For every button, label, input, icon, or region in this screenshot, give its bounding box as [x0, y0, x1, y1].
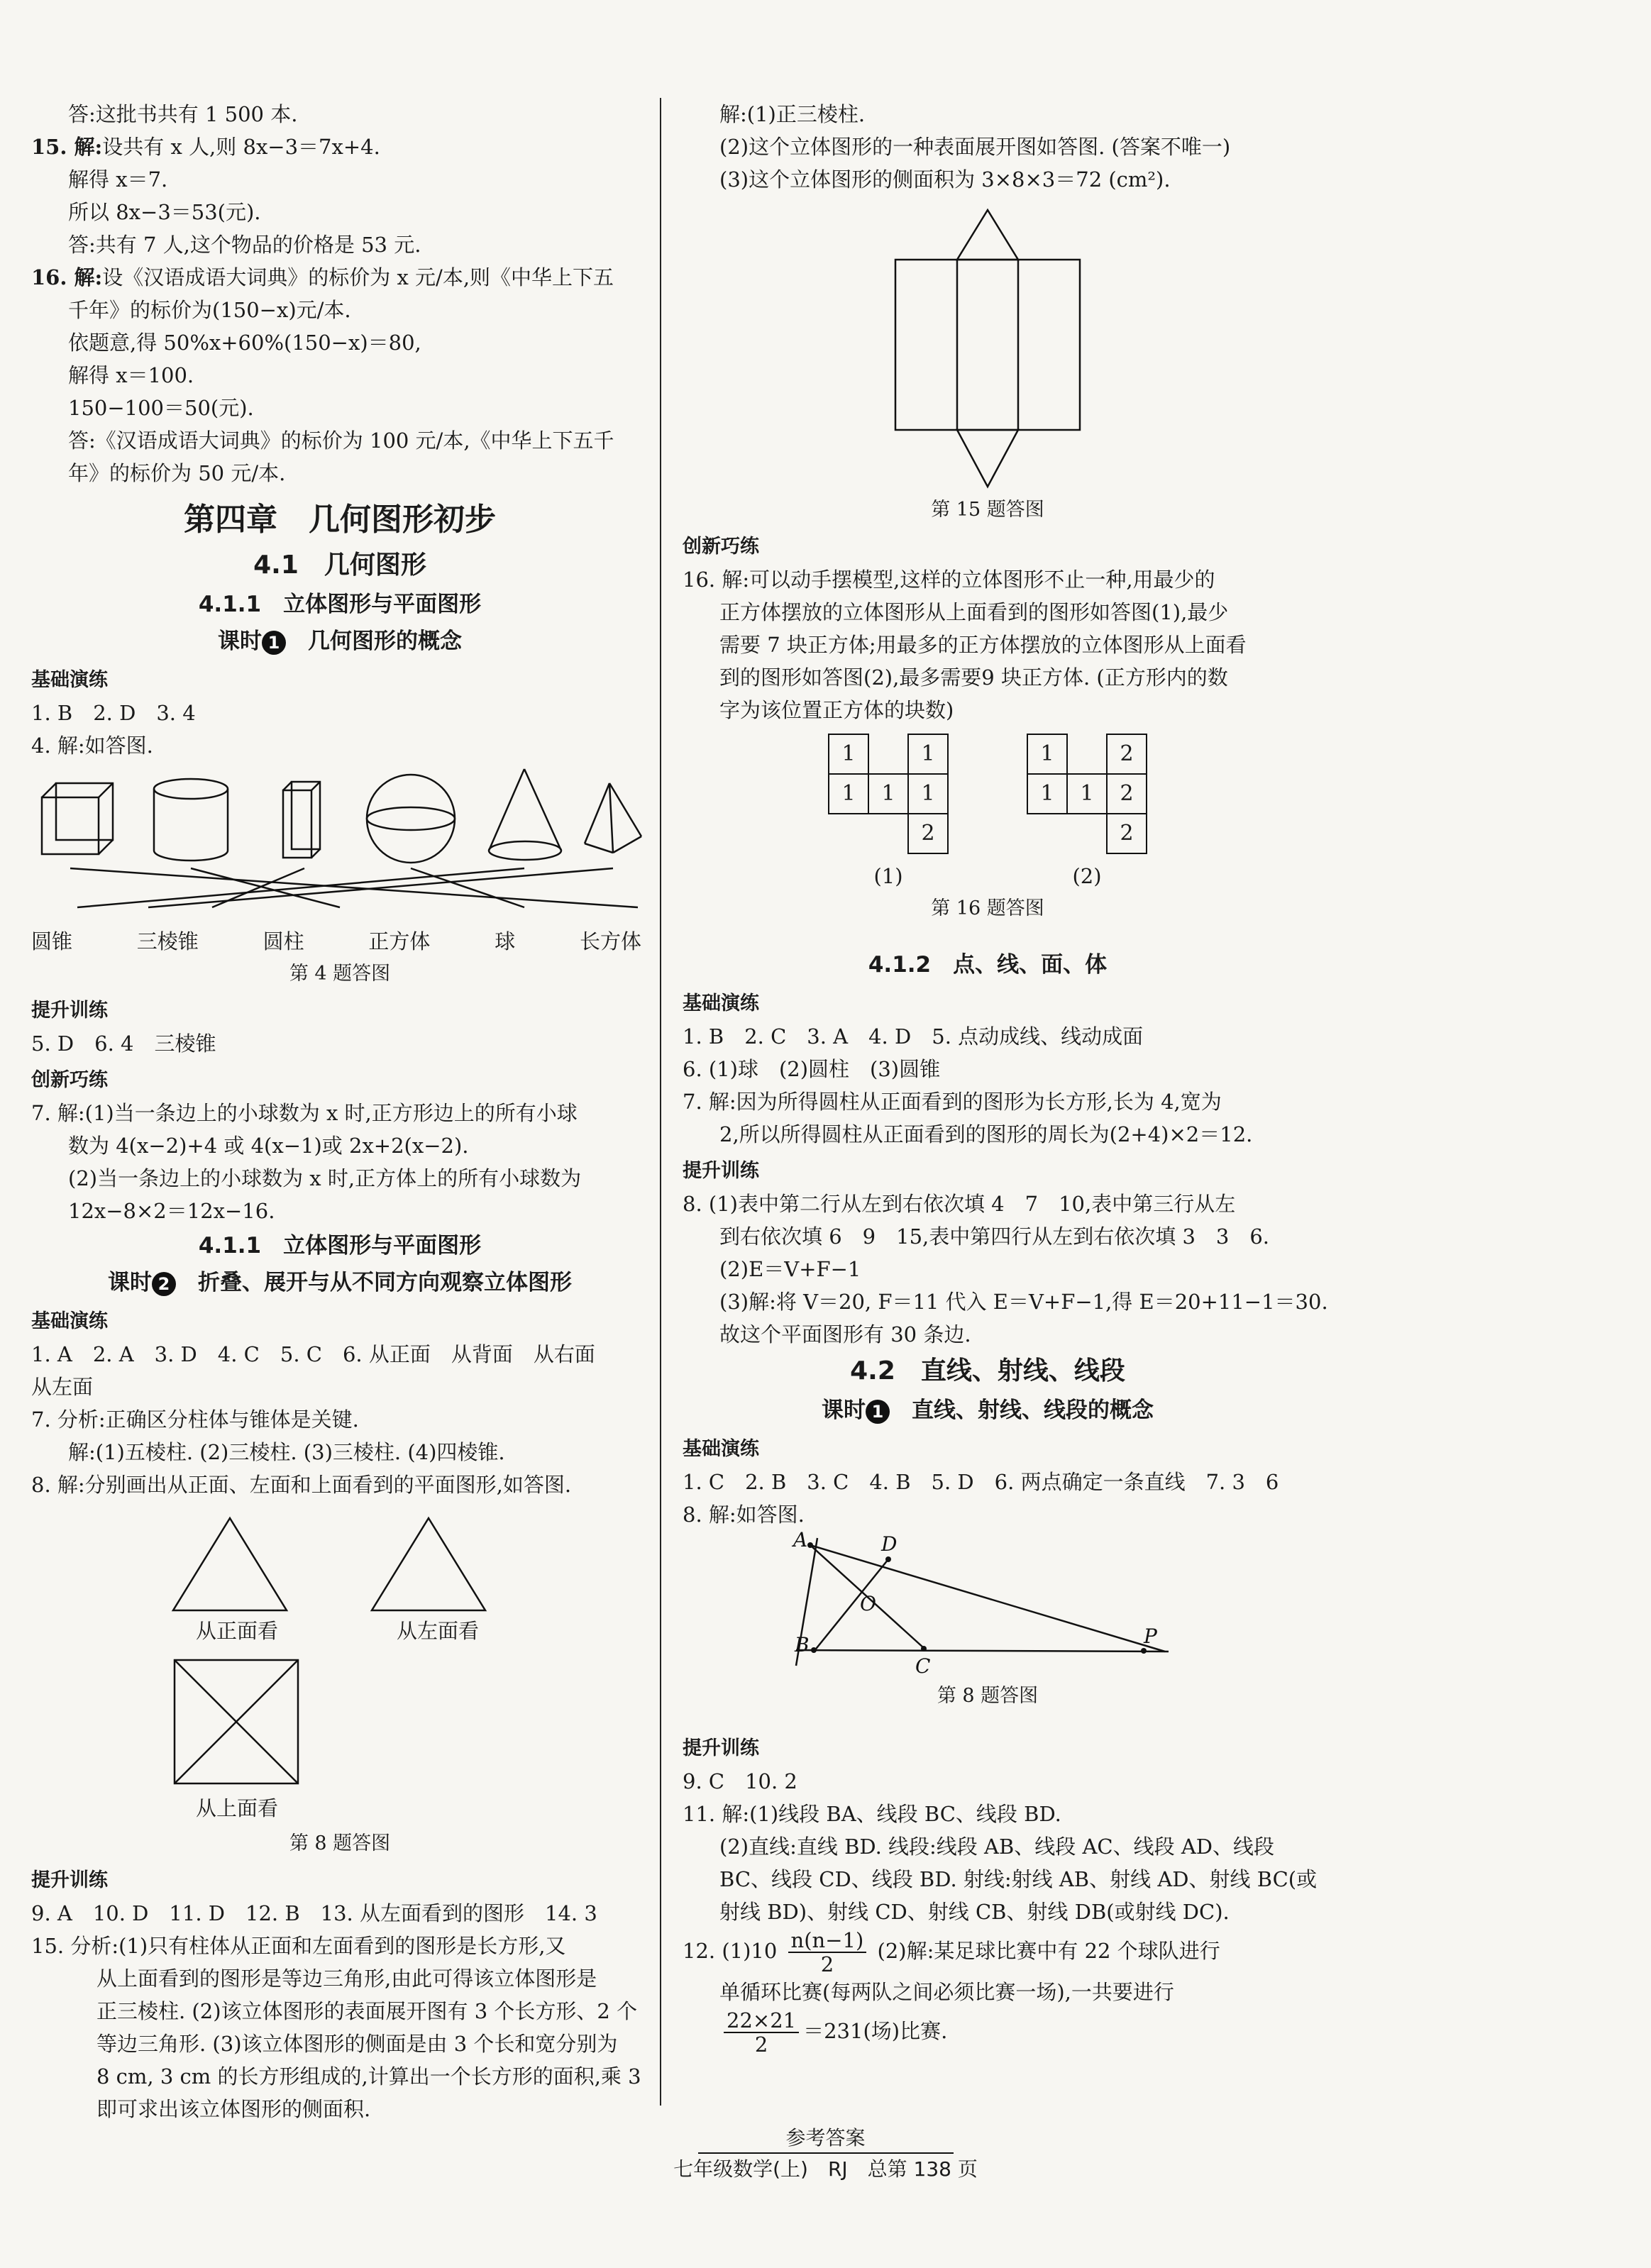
q16 [31, 261, 648, 294]
answer-line: 2,所以所得圆柱从正面看到的图形的周长为(2+4)×2＝12. [719, 1122, 1253, 1146]
grid-table [828, 734, 949, 854]
section-label: 提升训练 [31, 1869, 108, 1891]
figure-caption: 第 4 题答图 [289, 963, 391, 985]
top-view-square [173, 1659, 301, 1786]
point-label: D [881, 1532, 898, 1556]
answer-line: (2)直线:直线 BD. 线段:线段 AB、线段 AC、线段 AD、线段 [719, 1835, 1275, 1859]
q15b-line: 等边三角形. (3)该立体图形的侧面是由 3 个长和宽分别为 [96, 2032, 618, 2056]
section-label: 基础演练 [31, 669, 108, 691]
view-label: 从左面看 [397, 1619, 480, 1643]
q15b-line: 15. 分析:(1)只有柱体从正面和左面看到的图形是长方形,又 [31, 1934, 566, 1958]
section-label: 提升训练 [31, 1000, 108, 1022]
section-label: 提升训练 [683, 1737, 759, 1759]
q16-line: 150−100＝50(元). [68, 396, 254, 420]
answer-line: BC、线段 CD、线段 BD. 射线:射线 AB、射线 AD、射线 BC(或 [719, 1867, 1318, 1891]
section-label: 提升训练 [683, 1160, 759, 1182]
section-label: 基础演练 [31, 1310, 108, 1332]
grid-1 [828, 734, 949, 892]
section-title: 4.1 几何图形 [253, 551, 426, 580]
grid-cell: 1 [908, 774, 948, 814]
answer-line: 答:这批书共有 1 500 本. [68, 102, 298, 126]
subsection-title: 4.1.1 立体图形与平面图形 [198, 592, 482, 617]
q4-line: 4. 解:如答图. [31, 734, 153, 758]
q7b-line: 解:(1)五棱柱. (2)三棱柱. (3)三棱柱. (4)四棱锥. [68, 1440, 505, 1464]
lesson-prefix: 课时 [218, 629, 262, 654]
q12-prefix: 12. (1)10 [683, 1939, 778, 1963]
grid-empty [868, 734, 908, 774]
answer-line: 1. B 2. D 3. 4 [31, 701, 196, 725]
section-title: 4.2 直线、射线、线段 [850, 1356, 1125, 1385]
grid-cell: 2 [1107, 814, 1147, 853]
lesson-number-badge: 1 [262, 631, 286, 655]
q15 [31, 131, 648, 163]
answer-line: 9. A 10. D 11. D 12. B 13. 从左面看到的图形 14. 3 [31, 1901, 597, 1925]
q16-grids [683, 734, 1293, 892]
lesson-title [683, 1392, 1293, 1429]
figure-caption: 第 16 题答图 [931, 897, 1044, 919]
q16-line: 解得 x＝100. [68, 363, 194, 387]
grid-cell: 1 [1027, 734, 1067, 774]
q4-figure [35, 762, 645, 932]
q15-line: 解得 x＝7. [68, 167, 168, 192]
lesson-number-badge: 1 [866, 1400, 890, 1424]
grid-cell: 2 [908, 814, 948, 853]
footer-title: 参考答案 [785, 2126, 866, 2150]
grid-cell: 1 [868, 774, 908, 814]
left-column [31, 98, 648, 2125]
answer-line: (2)E＝V+F−1 [719, 1257, 861, 1281]
q16-line: 依题意,得 50%x+60%(150−x)＝80, [68, 331, 421, 355]
answer-line: (3)这个立体图形的侧面积为 3×8×3＝72 (cm²). [719, 167, 1171, 192]
lesson-name: 直线、射线、线段的概念 [912, 1398, 1154, 1423]
lesson-title [31, 623, 648, 660]
q16-line: 正方体摆放的立体图形从上面看到的图形如答图(1),最少 [719, 600, 1229, 624]
answer-line [683, 1928, 1293, 1976]
q8-figure [31, 1501, 648, 1827]
section-label: 基础演练 [683, 1438, 759, 1460]
shape-label: 正方体 [368, 929, 431, 953]
q16-text: 设《汉语成语大词典》的标价为 x 元/本,则《中华上下五 [102, 265, 614, 289]
q7-line: (2)当一条边上的小球数为 x 时,正方体上的所有小球数为 [68, 1166, 582, 1190]
point-label: B [795, 1633, 810, 1656]
lesson-prefix: 课时 [822, 1398, 866, 1423]
q7b-line: 7. 分析:正确区分柱体与锥体是关键. [31, 1407, 359, 1432]
point-label: C [915, 1654, 931, 1678]
section-label: 创新巧练 [683, 536, 759, 558]
grid-empty [1067, 734, 1107, 774]
answer-line: 1. B 2. C 3. A 4. D 5. 点动成线、线动成面 [683, 1024, 1144, 1049]
answer-line: 11. 解:(1)线段 BA、线段 BC、线段 BD. [683, 1802, 1061, 1826]
q7-line: 7. 解:(1)当一条边上的小球数为 x 时,正方形边上的所有小球 [31, 1101, 578, 1125]
lesson-number-badge: 2 [152, 1272, 176, 1296]
shape-label: 球 [495, 929, 516, 953]
answer-line: 8. 解:如答图. [683, 1503, 805, 1527]
subsection-title: 4.1.1 立体图形与平面图形 [198, 1233, 482, 1259]
lesson-name: 几何图形的概念 [308, 629, 462, 654]
q15b-line: 从上面看到的图形是等边三角形,由此可得该立体图形是 [96, 1966, 597, 1991]
q7-line: 数为 4(x−2)+4 或 4(x−1)或 2x+2(x−2). [68, 1134, 469, 1158]
shape-labels [31, 925, 648, 958]
subsection-title: 4.1.2 点、线、面、体 [868, 952, 1108, 978]
answer-line: 故这个平面图形有 30 条边. [719, 1322, 971, 1346]
column-divider [660, 98, 661, 2106]
grid-empty [1027, 814, 1067, 853]
grid-cell: 2 [1107, 734, 1147, 774]
point-label: O [860, 1592, 876, 1615]
q8-line-figure [789, 1531, 1186, 1680]
q16-line: 年》的标价为 50 元/本. [68, 461, 286, 485]
grid-2 [1027, 734, 1147, 892]
lesson-name: 折叠、展开与从不同方向观察立体图形 [198, 1270, 572, 1295]
answer-line: 到右依次填 6 9 15,表中第四行从左到右依次填 3 3 6. [719, 1224, 1270, 1249]
lesson-title [31, 1264, 648, 1301]
q16-line: 千年》的标价为(150−x)元/本. [68, 298, 351, 322]
grid-cell: 1 [829, 734, 868, 774]
denominator: 2 [820, 1952, 834, 1976]
footer-rule [698, 2152, 954, 2154]
figure-caption: 第 15 题答图 [931, 499, 1044, 521]
figure-caption: 第 8 题答图 [937, 1685, 1039, 1707]
grid-cell: 1 [829, 774, 868, 814]
answer-line: 6. (1)球 (2)圆柱 (3)圆锥 [683, 1057, 941, 1081]
q16-line: 16. 解:可以动手摆模型,这样的立体图形不止一种,用最少的 [683, 568, 1215, 592]
q15-label: 15. 解: [31, 135, 103, 159]
grid-label: (1) [873, 864, 903, 888]
view-label: 从上面看 [196, 1796, 279, 1820]
shape-label: 圆锥 [31, 929, 73, 953]
q15b-line: 正三棱柱. (2)该立体图形的表面展开图有 3 个长方形、2 个 [96, 1999, 638, 2023]
fraction [788, 1929, 867, 1976]
answer-line: 5. D 6. 4 三棱锥 [31, 1031, 216, 1056]
answer-line: (3)解:将 V＝20, F＝11 代入 E＝V+F−1,得 E＝20+11−1＝30. [719, 1290, 1328, 1314]
q16-line: 到的图形如答图(2),最多需要9 块正方体. (正方形内的数 [719, 665, 1228, 690]
q15-line: 答:共有 7 人,这个物品的价格是 53 元. [68, 233, 421, 257]
chapter-title: 第四章 几何图形初步 [184, 502, 496, 538]
point-label: P [1144, 1625, 1157, 1648]
q15-text: 设共有 x 人,则 8x−3＝7x+4. [102, 135, 380, 159]
grid-empty [868, 814, 908, 853]
answer-line: (2)这个立体图形的一种表面展开图如答图. (答案不唯一) [719, 135, 1231, 159]
answer-line: 8. (1)表中第二行从左到右依次填 4 7 10,表中第三行从左 [683, 1192, 1236, 1216]
front-view-triangle [173, 1518, 287, 1610]
grid-empty [1067, 814, 1107, 853]
numerator: 22×21 [724, 2009, 799, 2033]
answer-line: 从左面 [31, 1375, 94, 1399]
q16-label: 16. 解: [31, 265, 103, 289]
point-label: A [793, 1531, 808, 1551]
q15-line: 所以 8x−3＝53(元). [68, 200, 261, 224]
grid-empty [829, 814, 868, 853]
lesson-prefix: 课时 [108, 1270, 152, 1295]
numerator: n(n−1) [788, 1929, 867, 1953]
q16-line: 需要 7 块正方体;用最多的正方体摆放的立体图形从上面看 [719, 633, 1247, 657]
figure-caption: 第 8 题答图 [289, 1832, 391, 1854]
footer [0, 2125, 1651, 2182]
grid-table [1027, 734, 1147, 854]
shape-label: 圆柱 [263, 929, 304, 953]
section-label: 创新巧练 [31, 1069, 108, 1091]
view-label: 从正面看 [196, 1619, 279, 1643]
answer-line: 1. A 2. A 3. D 4. C 5. C 6. 从正面 从背面 从右面 [31, 1342, 595, 1366]
answer-line: 单循环比赛(每两队之间必须比赛一场),一共要进行 [719, 1980, 1174, 2004]
q12-result: ＝231(场)比赛. [803, 2019, 948, 2043]
q8-line: 8. 解:分别画出从正面、左面和上面看到的平面图形,如答图. [31, 1473, 572, 1497]
answer-line: 9. C 10. 2 [683, 1769, 797, 1793]
grid-cell: 1 [1027, 774, 1067, 814]
section-label: 基础演练 [683, 992, 759, 1014]
grid-cell: 1 [908, 734, 948, 774]
q16-line: 字为该位置正方体的块数) [719, 698, 954, 722]
q15b-line: 8 cm, 3 cm 的长方形组成的,计算出一个长方形的面积,乘 3 [96, 2064, 641, 2089]
grid-cell: 2 [1107, 774, 1147, 814]
answer-line: 1. C 2. B 3. C 4. B 5. D 6. 两点确定一条直线 7. 3 6 [683, 1470, 1279, 1494]
left-view-triangle [372, 1518, 485, 1610]
grid-label: (2) [1072, 864, 1102, 888]
answer-line: 解:(1)正三棱柱. [719, 102, 866, 126]
footer-info: 七年级数学(上) RJ 总第 138 页 [673, 2157, 978, 2181]
q7-line: 12x−8×2＝12x−16. [68, 1199, 275, 1223]
answer-line [683, 2008, 1293, 2056]
right-column [683, 98, 1328, 2057]
q12-text: (2)解:某足球比赛中有 22 个球队进行 [877, 1939, 1220, 1963]
answer-line: 7. 解:因为所得圆柱从正面看到的图形为长方形,长为 4,宽为 [683, 1090, 1222, 1114]
shape-label: 长方体 [579, 929, 641, 953]
answer-line: 射线 BD)、射线 CD、射线 CB、射线 DB(或射线 DC). [719, 1900, 1230, 1924]
fraction [724, 2009, 799, 2056]
q15b-line: 即可求出该立体图形的侧面积. [96, 2097, 371, 2121]
denominator: 2 [754, 2032, 768, 2057]
q16-line: 答:《汉语成语大词典》的标价为 100 元/本,《中华上下五千 [68, 428, 614, 453]
grid-cell: 1 [1067, 774, 1107, 814]
shape-label: 三棱锥 [136, 929, 199, 953]
